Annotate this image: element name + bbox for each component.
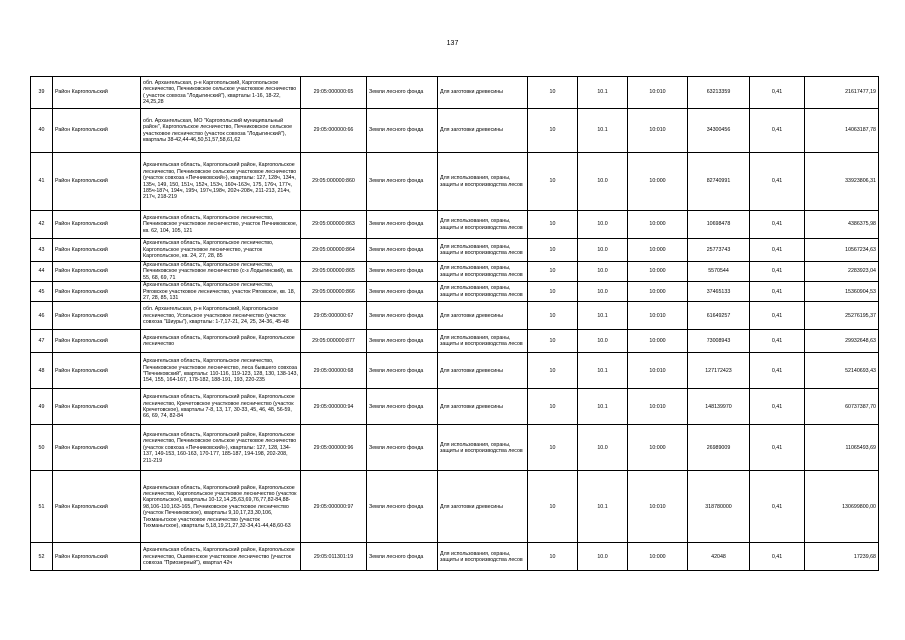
- code-1-cell: 10: [528, 330, 578, 353]
- cadastral-number-cell: 29:05:000000:67: [301, 302, 367, 330]
- address-cell: обл. Архангельская, р-н Каргопольский, Каргопольское лесничество, Печниковское сельское участковое лесничество ( участок совхоза "Лодыгинский"), кварталы 1-16, 18-22, 24,25,28: [141, 77, 301, 109]
- code-1-cell: 10: [528, 353, 578, 389]
- cadastral-number-cell: 29:05:000000:97: [301, 471, 367, 543]
- code-3-cell: 10:000: [628, 282, 688, 302]
- district-cell: Район Каргопольский: [53, 389, 141, 425]
- code-2-cell: 10.0: [578, 282, 628, 302]
- area-cell: 63213359: [688, 77, 750, 109]
- table-row: [31, 330, 879, 353]
- cadastral-value-cell: 2283923,04: [805, 262, 879, 282]
- table-row: [31, 543, 879, 571]
- cadastral-value-cell: 33923806,31: [805, 153, 879, 211]
- specific-value-cell: 0,41: [750, 302, 805, 330]
- code-3-cell: 10:010: [628, 389, 688, 425]
- code-2-cell: 10.1: [578, 471, 628, 543]
- code-2-cell: 10.1: [578, 353, 628, 389]
- land-category-cell: Земли лесного фонда: [367, 330, 438, 353]
- code-3-cell: 10:000: [628, 211, 688, 239]
- specific-value-cell: 0,41: [750, 389, 805, 425]
- table-row: [31, 77, 879, 109]
- address-cell: Архангельская область, Каргопольское лесничество, Печниковское участковое лесничество, участок Печниковское, кв. 62, 104, 105, 121: [141, 211, 301, 239]
- cadastral-value-cell: 52140693,43: [805, 353, 879, 389]
- row-number: 51: [31, 471, 53, 543]
- row-number: 40: [31, 109, 53, 153]
- land-category-cell: Земли лесного фонда: [367, 282, 438, 302]
- table-row: [31, 425, 879, 471]
- address-cell: Архангельская область, Каргопольское лесничество, Ряговское участковое лесничество, участок Ряговское, кв. 18, 27, 28, 85, 131: [141, 282, 301, 302]
- specific-value-cell: 0,41: [750, 471, 805, 543]
- permitted-use-cell: Для заготовки древесины: [438, 302, 528, 330]
- land-category-cell: Земли лесного фонда: [367, 302, 438, 330]
- cadastral-number-cell: 29:05:000000:68: [301, 353, 367, 389]
- address-cell: Архангельская область, Каргопольский район, Каргопольское лесничество: [141, 330, 301, 353]
- cadastral-value-cell: 130699800,00: [805, 471, 879, 543]
- permitted-use-cell: Для заготовки древесины: [438, 353, 528, 389]
- area-cell: 148139970: [688, 389, 750, 425]
- permitted-use-cell: Для заготовки древесины: [438, 471, 528, 543]
- district-cell: Район Каргопольский: [53, 153, 141, 211]
- specific-value-cell: 0,41: [750, 353, 805, 389]
- code-2-cell: 10.0: [578, 262, 628, 282]
- district-cell: Район Каргопольский: [53, 77, 141, 109]
- table-row: [31, 262, 879, 282]
- district-cell: Район Каргопольский: [53, 353, 141, 389]
- district-cell: Район Каргопольский: [53, 330, 141, 353]
- specific-value-cell: 0,41: [750, 77, 805, 109]
- code-1-cell: 10: [528, 543, 578, 571]
- code-1-cell: 10: [528, 282, 578, 302]
- cadastral-number-cell: 29:05:000000:94: [301, 389, 367, 425]
- table-row: [31, 109, 879, 153]
- land-category-cell: Земли лесного фонда: [367, 77, 438, 109]
- code-1-cell: 10: [528, 471, 578, 543]
- district-cell: Район Каргопольский: [53, 471, 141, 543]
- cadastral-number-cell: 29:05:000000:864: [301, 239, 367, 262]
- table-row: [31, 353, 879, 389]
- row-number: 44: [31, 262, 53, 282]
- code-2-cell: 10.1: [578, 389, 628, 425]
- permitted-use-cell: Для заготовки древесины: [438, 389, 528, 425]
- code-1-cell: 10: [528, 77, 578, 109]
- code-3-cell: 10:000: [628, 262, 688, 282]
- row-number: 42: [31, 211, 53, 239]
- district-cell: Район Каргопольский: [53, 262, 141, 282]
- permitted-use-cell: Для использования, охраны, защиты и воспроизводства лесов: [438, 211, 528, 239]
- permitted-use-cell: Для использования, охраны, защиты и воспроизводства лесов: [438, 330, 528, 353]
- specific-value-cell: 0,41: [750, 425, 805, 471]
- cadastral-value-cell: 60737387,70: [805, 389, 879, 425]
- address-cell: Архангельская область, Каргопольский район, Каргопольское лесничество, Кречетовское участковое лесничество (участок Кречетовское), кварталы 7-8, 13, 17, 30-33, 45, 46, 48, 56-59, 66, 69, 74, 82-84: [141, 389, 301, 425]
- area-cell: 42048: [688, 543, 750, 571]
- code-2-cell: 10.0: [578, 153, 628, 211]
- code-3-cell: 10:000: [628, 330, 688, 353]
- table-row: [31, 302, 879, 330]
- cadastral-value-cell: 11065493,69: [805, 425, 879, 471]
- land-category-cell: Земли лесного фонда: [367, 109, 438, 153]
- code-3-cell: 10:000: [628, 543, 688, 571]
- district-cell: Район Каргопольский: [53, 425, 141, 471]
- area-cell: 127172423: [688, 353, 750, 389]
- table-row: [31, 282, 879, 302]
- code-2-cell: 10.0: [578, 330, 628, 353]
- code-3-cell: 10:010: [628, 302, 688, 330]
- land-category-cell: Земли лесного фонда: [367, 389, 438, 425]
- address-cell: Архангельская область, Каргопольский район, Каргопольское лесничество, Каргопольское участковое лесничество (участок Каргопольское), кварталы 10-12,14,25,63,69,76,77,82-84,88-98,106-110,163-165, Печниковское участковое лесничество (участок Печниковское), кварталы 9,10,17,23,30,106, Тихманьгское участковое лесничество (участок Тихманьгское), кварталы 5,18,19,21,27,32-34,41-44,48,60-63: [141, 471, 301, 543]
- table-row: [31, 153, 879, 211]
- land-category-cell: Земли лесного фонда: [367, 425, 438, 471]
- permitted-use-cell: Для использования, охраны, защиты и воспроизводства лесов: [438, 425, 528, 471]
- table-row: [31, 389, 879, 425]
- permitted-use-cell: Для заготовки древесины: [438, 109, 528, 153]
- code-3-cell: 10:000: [628, 425, 688, 471]
- cadastral-value-table: [30, 76, 879, 571]
- code-1-cell: 10: [528, 262, 578, 282]
- address-cell: Архангельская область, Каргопольское лесничество, Печниковское участковое лесничество, леса бывшего совхоза "Печниковский", кварталы: 110-116, 119-123, 128, 130, 138-143, 154, 155, 164-167, 178-182, 188-191, 193, 220-235: [141, 353, 301, 389]
- row-number: 49: [31, 389, 53, 425]
- row-number: 39: [31, 77, 53, 109]
- specific-value-cell: 0,41: [750, 109, 805, 153]
- district-cell: Район Каргопольский: [53, 211, 141, 239]
- code-2-cell: 10.1: [578, 109, 628, 153]
- code-2-cell: 10.0: [578, 239, 628, 262]
- cadastral-number-cell: 29:05:000000:866: [301, 282, 367, 302]
- address-cell: Архангельская область, Каргопольское лесничество, Печниковское участковое лесничество (с-з Лодыгинский), кв. 55, 68, 69, 71: [141, 262, 301, 282]
- area-cell: 82740991: [688, 153, 750, 211]
- row-number: 48: [31, 353, 53, 389]
- area-cell: 5570544: [688, 262, 750, 282]
- cadastral-number-cell: 29:05:000000:65: [301, 77, 367, 109]
- cadastral-value-cell: 15360904,53: [805, 282, 879, 302]
- area-cell: 26989009: [688, 425, 750, 471]
- land-category-cell: Земли лесного фонда: [367, 211, 438, 239]
- cadastral-value-cell: 17239,68: [805, 543, 879, 571]
- land-category-cell: Земли лесного фонда: [367, 153, 438, 211]
- code-2-cell: 10.0: [578, 543, 628, 571]
- specific-value-cell: 0,41: [750, 330, 805, 353]
- code-3-cell: 10:000: [628, 239, 688, 262]
- cadastral-number-cell: 29:05:000000:96: [301, 425, 367, 471]
- cadastral-value-cell: 21617477,19: [805, 77, 879, 109]
- cadastral-number-cell: 29:05:000000:865: [301, 262, 367, 282]
- area-cell: 73008943: [688, 330, 750, 353]
- specific-value-cell: 0,41: [750, 543, 805, 571]
- code-2-cell: 10.0: [578, 425, 628, 471]
- district-cell: Район Каргопольский: [53, 282, 141, 302]
- land-category-cell: Земли лесного фонда: [367, 353, 438, 389]
- area-cell: 37465133: [688, 282, 750, 302]
- row-number: 52: [31, 543, 53, 571]
- code-1-cell: 10: [528, 389, 578, 425]
- land-category-cell: Земли лесного фонда: [367, 471, 438, 543]
- cadastral-value-cell: 4386375,98: [805, 211, 879, 239]
- permitted-use-cell: Для использования, охраны, защиты и воспроизводства лесов: [438, 262, 528, 282]
- cadastral-value-cell: 14063187,78: [805, 109, 879, 153]
- address-cell: Архангельская область, Каргопольский район, Каргопольское лесничество, Печниковское сельское участковое лесничество (участок совхоза «Печниковский»), кварталы: 127, 128, 134-137, 149-153, 160-163, 170-177, 185-187, 194-198, 202-208, 211-219: [141, 425, 301, 471]
- code-1-cell: 10: [528, 211, 578, 239]
- cadastral-number-cell: 29:05:000000:863: [301, 211, 367, 239]
- table-row: [31, 211, 879, 239]
- specific-value-cell: 0,41: [750, 262, 805, 282]
- area-cell: 61649257: [688, 302, 750, 330]
- row-number: 47: [31, 330, 53, 353]
- row-number: 50: [31, 425, 53, 471]
- permitted-use-cell: Для использования, охраны, защиты и воспроизводства лесов: [438, 543, 528, 571]
- land-category-cell: Земли лесного фонда: [367, 262, 438, 282]
- district-cell: Район Каргопольский: [53, 302, 141, 330]
- row-number: 45: [31, 282, 53, 302]
- row-number: 41: [31, 153, 53, 211]
- row-number: 43: [31, 239, 53, 262]
- cadastral-number-cell: 29:05:000000:877: [301, 330, 367, 353]
- code-3-cell: 10:010: [628, 109, 688, 153]
- code-3-cell: 10:010: [628, 353, 688, 389]
- district-cell: Район Каргопольский: [53, 543, 141, 571]
- code-1-cell: 10: [528, 302, 578, 330]
- table-row: [31, 239, 879, 262]
- area-cell: 318780000: [688, 471, 750, 543]
- address-cell: Архангельская область, Каргопольский район, Каргопольское лесничество, Печниковское сельское участковое лесничество (участок совхоза «Печниковский»), кварталы: 127, 128ч, 134ч, 135ч, 149, 150, 151ч, 152ч, 153ч, 160ч-163ч, 175, 176ч, 177ч, 185ч-187ч, 194ч, 195ч, 197ч,198ч, 202ч-208ч, 211-213, 214ч, 217ч, 218-219: [141, 153, 301, 211]
- cadastral-number-cell: 29:05:000000:860: [301, 153, 367, 211]
- specific-value-cell: 0,41: [750, 282, 805, 302]
- permitted-use-cell: Для использования, охраны, защиты и воспроизводства лесов: [438, 239, 528, 262]
- area-cell: 10698478: [688, 211, 750, 239]
- address-cell: обл. Архангельская, МО "Каргопольский муниципальный район", Каргопольское лесничество, Печниковское сельское участковое лесничество (участок совхоза "Лодыгинский"), кварталы 38-42,44-46,50,51,57,58,61,62: [141, 109, 301, 153]
- specific-value-cell: 0,41: [750, 211, 805, 239]
- specific-value-cell: 0,41: [750, 239, 805, 262]
- area-cell: 34300456: [688, 109, 750, 153]
- cadastral-value-cell: 10567234,63: [805, 239, 879, 262]
- land-category-cell: Земли лесного фонда: [367, 239, 438, 262]
- district-cell: Район Каргопольский: [53, 109, 141, 153]
- permitted-use-cell: Для использования, охраны, защиты и воспроизводства лесов: [438, 282, 528, 302]
- code-1-cell: 10: [528, 153, 578, 211]
- district-cell: Район Каргопольский: [53, 239, 141, 262]
- address-cell: обл. Архангельская, р-н Каргопольский, Каргопольское лесничество, Усольское участковое лесничество (участок совхоза "Шиуры"), кварталы: 1-7,17-21, 24, 25, 34-36, 45-48: [141, 302, 301, 330]
- cadastral-number-cell: 29:05:000000:66: [301, 109, 367, 153]
- code-1-cell: 10: [528, 109, 578, 153]
- permitted-use-cell: Для использования, охраны, защиты и воспроизводства лесов: [438, 153, 528, 211]
- code-2-cell: 10.0: [578, 211, 628, 239]
- row-number: 46: [31, 302, 53, 330]
- code-3-cell: 10:000: [628, 153, 688, 211]
- code-3-cell: 10:010: [628, 77, 688, 109]
- code-2-cell: 10.1: [578, 302, 628, 330]
- code-3-cell: 10:010: [628, 471, 688, 543]
- address-cell: Архангельская область, Каргопольский район, Каргопольское лесничество, Ошевенское участковое лесничество (участок совхоза "Приозерный"), квартал 42ч: [141, 543, 301, 571]
- cadastral-value-cell: 25276195,37: [805, 302, 879, 330]
- permitted-use-cell: Для заготовки древесины: [438, 77, 528, 109]
- table-row: [31, 471, 879, 543]
- page-number: 137: [446, 40, 459, 47]
- code-2-cell: 10.1: [578, 77, 628, 109]
- address-cell: Архангельская область, Каргопольское лесничество, Каргопольское участковое лесничество, участок Каргопольское, кв. 24, 27, 28, 85: [141, 239, 301, 262]
- cadastral-value-cell: 29932648,63: [805, 330, 879, 353]
- land-category-cell: Земли лесного фонда: [367, 543, 438, 571]
- specific-value-cell: 0,41: [750, 153, 805, 211]
- area-cell: 25773743: [688, 239, 750, 262]
- code-1-cell: 10: [528, 239, 578, 262]
- code-1-cell: 10: [528, 425, 578, 471]
- cadastral-number-cell: 29:05:011301:19: [301, 543, 367, 571]
